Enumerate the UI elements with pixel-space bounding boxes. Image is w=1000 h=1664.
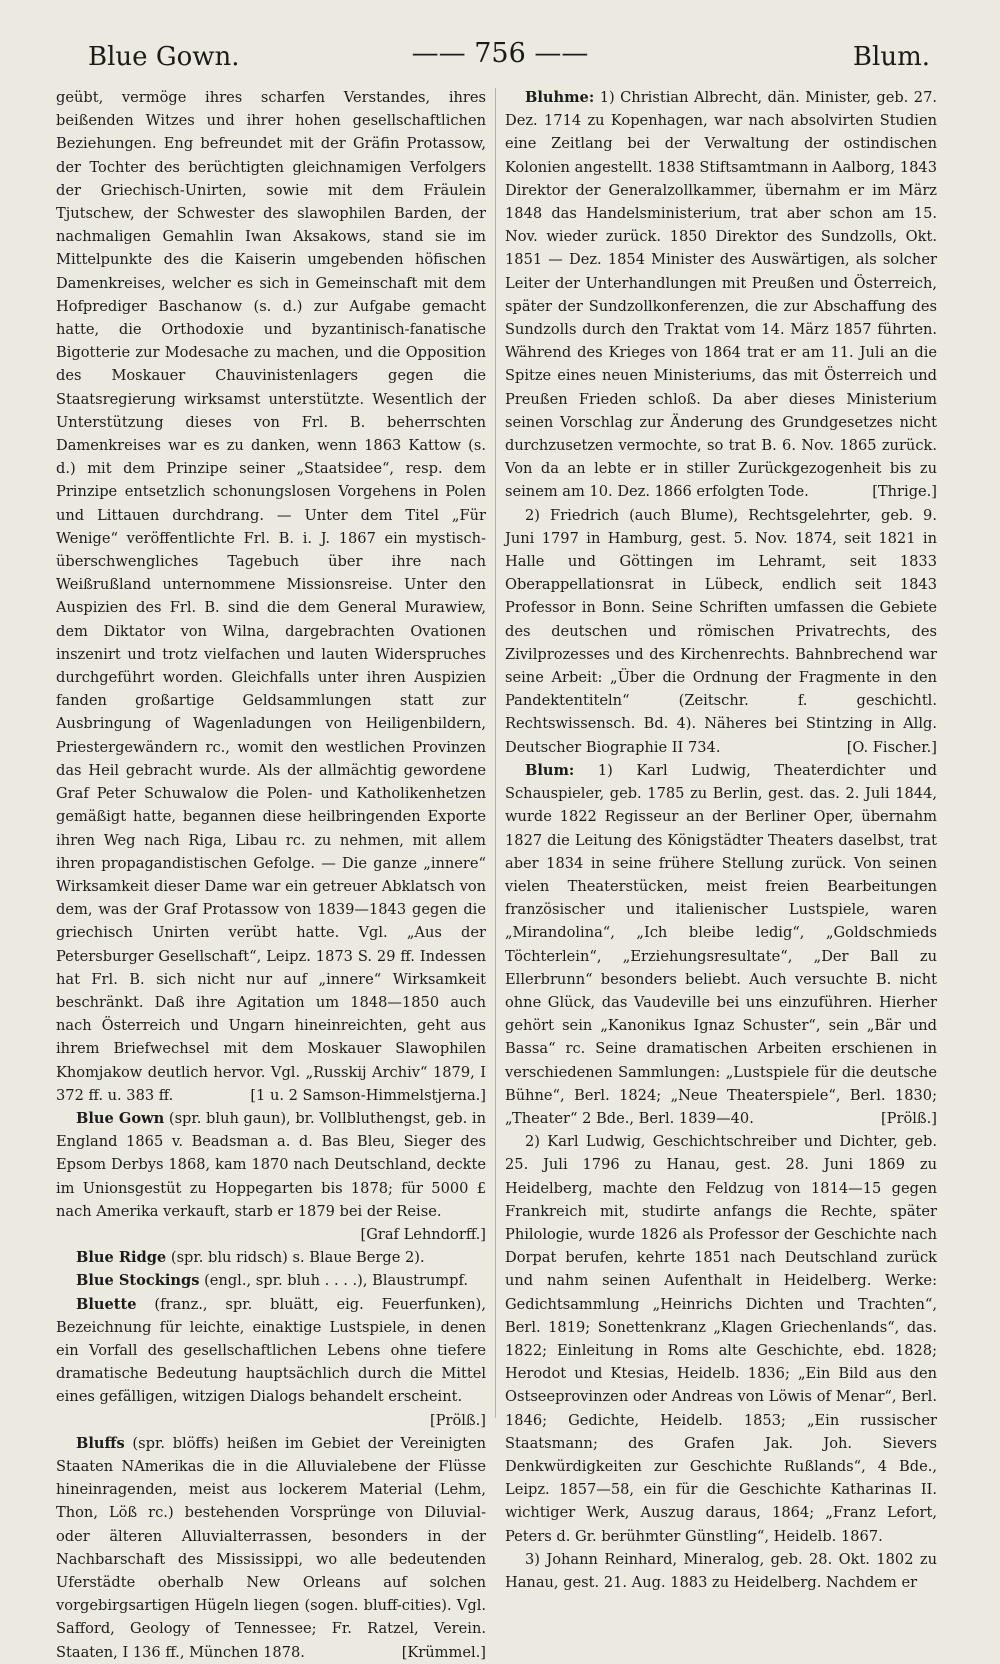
entry-blue-stockings [56, 1269, 486, 1292]
entry-continuation [56, 86, 486, 1107]
header-right-keyword: Blum. [852, 42, 930, 72]
entry-bluette [56, 1293, 486, 1432]
entry-headword: Bluhme: [525, 89, 595, 106]
entry-signature: [O. Fischer.] [846, 738, 937, 756]
entry-headword: Blum: [525, 761, 575, 779]
entry-text: 1) Christian Albrecht, dän. Minister, geb. 27. Dez. 1714 zu Kopenhagen, war nach absolvirten Studien eine Zeitlang bei der Verwaltung der ostindischen Kolonien angestellt. 1838 Stiftsamtmann in Aalborg, 1843 Direktor der Generalzollkammer, übernahm er im März 1848 das Handelsministerium, trat aber schon am 15. Nov. wieder zurück. 1850 Direktor des Sundzolls, Okt. 1851 — Dez. 1854 Minister des Auswärtigen, als solcher Leiter der Unterhandlungen mit Preußen und Österreich, später der Sundzollkonferenzen, die zur Abschaffung des Sundzolls durch den Traktat vom 14. März 1857 führten. Während des Krieges von 1864 trat er am 11. Juli an die Spitze eines neuen Ministeriums, das mit Österreich und Preußen Frieden schloß. Da aber dieses Ministerium seinen Vorschlag zur Änderung des Grundgesetzes nicht durchzusetzen vermochte, so trat B. 6. Nov. 1865 zurück. Von da an lebte er in stiller Zurückgezogenheit bis zu seinem am 10. Dez. 1866 erfolgten Tode. [505, 89, 937, 501]
header-left-keyword: Blue Gown. [88, 42, 240, 72]
entry-signature: [Graf Lehndorff.] [360, 1225, 486, 1243]
entry-blum-2 [505, 1130, 937, 1548]
entry-bluffs [56, 1432, 486, 1664]
entry-blum [505, 759, 937, 1130]
entry-text: 2) Karl Ludwig, Geschichtschreiber und Dichter, geb. 25. Juli 1796 zu Hanau, gest. 28. Juni 1869 zu Heidelberg, machte den Feldzug von 1814—15 gegen Frankreich mit, studirte anfangs die Rechte, später Philologie, wurde 1826 als Professor der Geschichte nach Dorpat berufen, kehrte 1851 nach Deutschland zurück und nahm seinen Aufenthalt in Heidelberg. Werke: Gedichtsammlung „Heinrichs Dichten und Trachten“, Berl. 1819; Sonettenkranz „Klagen Griechenlands“, das. 1822; Einleitung in Roms alte Geschichte, ebd. 1828; Herodot und Ktesias, Heidelb. 1836; „Ein Bild aus den Ostseeprovinzen oder Andreas von Löwis of Menar“, Berl. 1846; Gedichte, Heidelb. 1853; „Ein russischer Staatsmann; des Grafen Jak. Joh. Sievers Denkwürdigkeiten zur Geschichte Rußlands“, 4 Bde., Leipz. 1857—58, ein für die Geschichte Katharinas II. wichtiger Werk, Auszug daraus, 1864; „Franz Lefort, Peters d. Gr. berühmter Günstling“, Heidelb. 1867. [505, 1133, 937, 1545]
entry-bluhme [505, 86, 937, 504]
left-column [56, 86, 486, 1664]
entry-text: (franz., spr. bluätt, eig. Feuerfunken), Bezeichnung für leichte, einaktige Lustspiele, in denen ein Vorfall des gesellschaftlichen Lebens ohne tiefere dramatische Bedeutung hauptsächlich durch die Mittel eines gefälligen, witzigen Dialogs behandelt erscheint. [56, 1295, 486, 1406]
entry-headword: Blue Ridge [76, 1249, 167, 1267]
entry-text: geübt, vermöge ihres scharfen Verstandes, ihres beißenden Witzes und ihrer hohen gesellschaftlichen Beziehungen. Eng befreundet mit der Gräfin Protassow, der Tochter des berüchtigten gleichnamigen Verfolgers der Griechisch-Unirten, sowie mit dem Fräulein Tjutschew, der Schwester des slawophilen Barden, der nachmaligen Gemahlin Iwan Aksakows, stand sie im Mittelpunkte des die Kaiserin umgebenden höfischen Damenkreises, welcher es sich in Gemeinschaft mit dem Hofprediger Baschanow (s. d.) zur Aufgabe gemacht hatte, die Orthodoxie und byzantinisch-fanatische Bigotterie zur Modesache zu machen, und die Opposition des Moskauer Chauvinistenlagers gegen die Staatsregierung wirksamst unterstützte. Wesentlich der Unterstützung dieses von Frl. B. beherrschten Damenkreises war es zu danken, wenn 1863 Kattow (s. d.) mit dem Prinzipe seiner „Staatsidee“, resp. dem Prinzipe entsetzlich schonungslosen Vorgehens in Polen und Littauen durchdrang. — Unter dem Titel „Für Wenige“ veröffentlichte Frl. B. i. J. 1867 ein mystisch-überschwengliches Tagebuch über ihre nach Weißrußland unternommene Missionsreise. Unter den Auspizien des Frl. B. sind die dem General Murawiew, dem Diktator von Wilna, dargebrachten Ovationen inszenirt und trotz vielfachen und lauten Widerspruches durchgeführt worden. Gleichfalls unter ihren Auspizien fanden großartige Geldsammlungen statt zur Ausbringung of Wagenladungen von Heiligenbildern, Priestergewändern rc., womit den westlichen Provinzen das Heil gebracht wurde. Als der allmächtig gewordene Graf Peter Schuwalow die Polen- und Katholikenhetzen gemäßigt hatte, begannen diese heilbringenden Exporte ihren Weg nach Riga, Libau rc. zu nehmen, mit allem ihren propagandistischen Gefolge. — Die ganze „innere“ Wirksamkeit dieser Dame war ein getreuer Abklatsch von dem, was der Graf Protassow von 1839—1843 gegen die griechisch Unirten verübt hatte. Vgl. „Aus der Petersburger Gesellschaft“, Leipz. 1873 S. 29 ff. Indessen hat Frl. B. sich nicht nur auf „innere“ Wirksamkeit beschränkt. Daß ihre Agitation um 1848—1850 auch nach Österreich und Ungarn hineinreichten, geht aus ihrem Briefwechsel mit dem Moskauer Slawophilen Khomjakow deutlich hervor. Vgl. „Russkij Archiv“ 1879, I 372 ff. u. 383 ff. [56, 89, 486, 1104]
entry-bluhme-2 [505, 504, 937, 759]
entry-text: (engl., spr. bluh . . . .), Blaustrumpf. [199, 1272, 469, 1290]
entry-text: 2) Friedrich (auch Blume), Rechtsgelehrter, geb. 9. Juni 1797 in Hamburg, gest. 5. Nov. 1874, seit 1821 in Halle und Göttingen im Lehramt, seit 1833 Oberappellationsrat in Lübeck, endlich seit 1843 Professor in Bonn. Seine Schriften umfassen die Gebiete des deutschen und römischen Privatrechts, des Zivilprozesses und des Kirchenrechts. Bahnbrechend war seine Arbeit: „Über die Ordnung der Fragmente in den Pandektentiteln“ (Zeitschr. f. geschichtl. Rechtswissensch. Bd. 4). Näheres bei Stintzing in Allg. Deutscher Biographie II 734. [505, 506, 937, 756]
column-divider [495, 88, 496, 1418]
entry-blum-3 [505, 1548, 937, 1594]
right-column [505, 86, 937, 1594]
entry-signature: [Thrige.] [872, 483, 937, 501]
entry-signature: [Prölß.] [429, 1411, 486, 1429]
page-number: —— 756 —— [411, 38, 589, 69]
entry-blue-gown [56, 1107, 486, 1246]
entry-signature: [1 u. 2 Samson-Himmelstjerna.] [250, 1086, 486, 1104]
entry-headword: Bluffs [76, 1434, 125, 1452]
entry-blue-ridge [56, 1246, 486, 1269]
entry-text: (spr. blöffs) heißen im Gebiet der Vereinigten Staaten NAmerikas die in die Alluvialebene der Flüsse hineinragenden, meist aus lockerem Material (Lehm, Thon, Löß rc.) bestehenden Vorsprünge von Diluvial- oder älteren Alluvialterrassen, besonders in der Nachbarschaft des Mississippi, wo alle bedeutenden Uferstädte oberhalb New Orleans auf solchen vorgebirgsartigen Hügeln liegen (sogen. bluff-cities). Vgl. Safford, Geology of Tennessee; Fr. Ratzel, Verein. Staaten, I 136 ff., München 1878. [56, 1434, 486, 1661]
entry-headword: Blue Gown [76, 1109, 165, 1127]
entry-text: (spr. blu ridsch) s. Blaue Berge 2). [166, 1249, 425, 1267]
entry-headword: Blue Stockings [76, 1272, 200, 1290]
entry-text: 3) Johann Reinhard, Mineralog, geb. 28. Okt. 1802 zu Hanau, gest. 21. Aug. 1883 zu Heidelberg. Nachdem er [505, 1550, 937, 1591]
entry-signature: [Krümmel.] [401, 1643, 486, 1661]
entry-text: (spr. bluh gaun), br. Vollbluthengst, geb. in England 1865 v. Beadsman a. d. Bas Bleu, Sieger des Epsom Derbys 1868, kam 1870 nach Deutschland, deckte im Unionsgestüt zu Hoppegarten bis 1878; für 5000 £ nach Amerika verkauft, starb er 1879 bei der Reise. [56, 1109, 486, 1220]
running-header [70, 38, 930, 78]
entry-text: 1) Karl Ludwig, Theaterdichter und Schauspieler, geb. 1785 zu Berlin, gest. das. 2. Juli 1844, wurde 1822 Regisseur an der Berliner Oper, übernahm 1827 die Leitung des Königstädter Theaters daselbst, trat aber 1834 in seine frühere Stellung zurück. Von seinen vielen Theaterstücken, meist freien Bearbeitungen französischer und italienischer Lustspiele, waren „Mirandolina“, „Ich bleibe ledig“, „Goldschmieds Töchterlein“, „Erziehungsresultate“, „Der Ball zu Ellerbrunn“ besonders beliebt. Auch versuchte B. nicht ohne Glück, das Vaudeville bei uns einzuführen. Hierher gehört sein „Kanonikus Ignaz Schuster“, sein „Bär und Bassa“ rc. Seine dramatischen Arbeiten erschienen in verschiedenen Sammlungen: „Lustspiele für die deutsche Bühne“, Berl. 1824; „Neue Theaterspiele“, Berl. 1830; „Theater“ 2 Bde., Berl. 1839—40. [505, 761, 937, 1127]
entry-signature: [Prölß.] [880, 1109, 937, 1127]
entry-headword: Bluette [76, 1295, 137, 1313]
